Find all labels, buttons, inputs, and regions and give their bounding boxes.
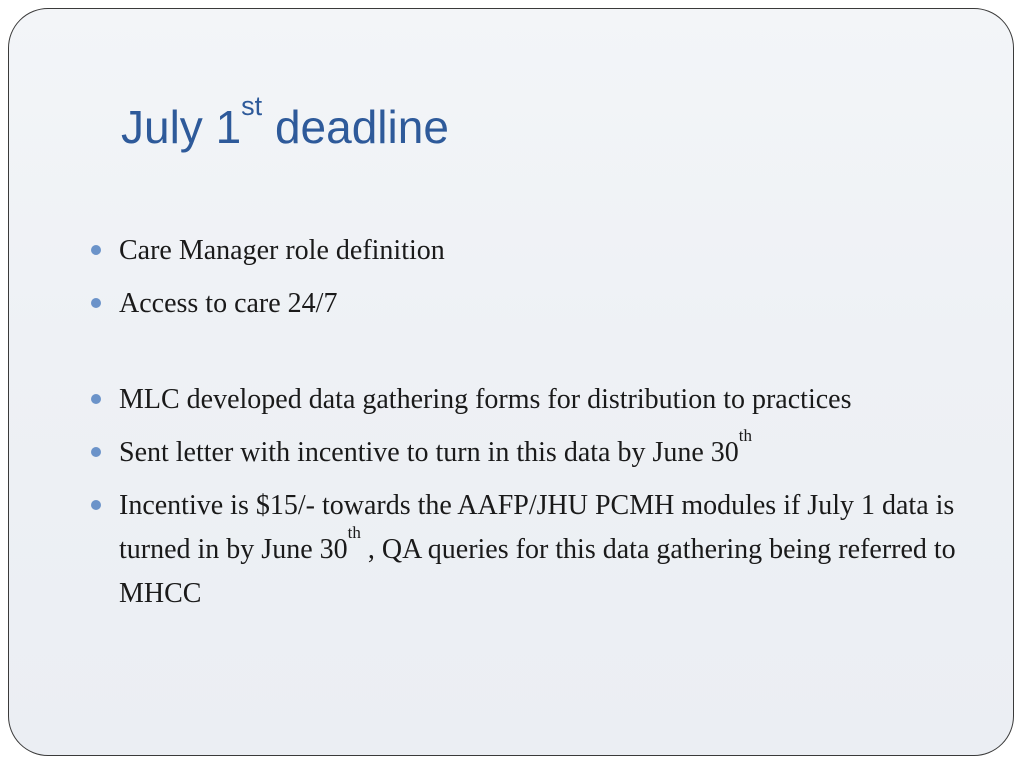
bullet-dot-icon [91, 245, 101, 255]
bullet-text: Care Manager role definition [119, 235, 445, 266]
slide [8, 8, 1014, 756]
bullet-item [91, 484, 971, 616]
bullet-dot-icon [91, 298, 101, 308]
title-superscript: st [241, 91, 263, 121]
bullet-item [91, 378, 971, 422]
bullet-superscript: th [738, 426, 753, 445]
slide-title [121, 91, 449, 157]
bullet-text: Sent letter with incentive to turn in this data by June 30 [119, 437, 739, 468]
title-text: July 1 [121, 101, 242, 153]
bullet-dot-icon [91, 394, 101, 404]
bullet-list [91, 229, 971, 625]
bullet-text: Incentive is $15/- towards the AAFP/JHU PCMH modules if July 1 data is turned in by June 30 [119, 490, 955, 565]
bullet-dot-icon [91, 447, 101, 457]
bullet-item [91, 282, 971, 326]
bullet-item [91, 426, 971, 475]
bullet-dot-icon [91, 500, 101, 510]
title-rest: deadline [262, 101, 449, 153]
bullet-item [91, 229, 971, 273]
bullet-text: Access to care 24/7 [119, 288, 338, 319]
bullet-text: MLC developed data gathering forms for distribution to practices [119, 384, 852, 415]
bullet-superscript: th [347, 523, 361, 542]
bullet-text-continued: , QA queries for this data gathering being referred to MHCC [119, 534, 956, 609]
